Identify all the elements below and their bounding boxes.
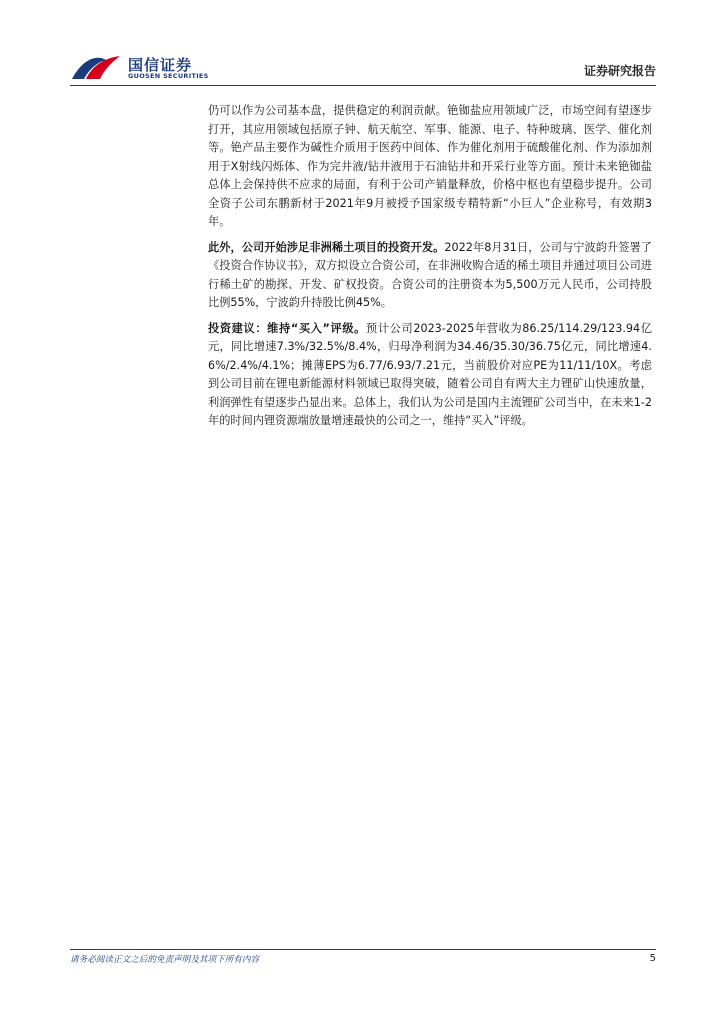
paragraph-text: 预计公司2023-2025年营收为86.25/114.29/123.94亿元，同比增速7.3%/32.5%/8.4%，归母净利润为34.46/35.30/36.75亿元，同比增速4.6%/2.4%/4.1%；摊薄EPS为6.77/6.93/7.21元，当前股价对应PE为11/11/10X。考虑到公司目前在锂电新能源材料领域已取得突破，随着公司自有两大主力锂矿山快速放量，利润弹性有望逐步凸显出来。总体上，我们认为公司是国内主流锂矿公司当中，在未来1-2年的时间内锂资源端放量增速最快的公司之一，维持“买入”评级。 — [208, 321, 652, 427]
paragraph-text: 2022年8月31日，公司与宁波韵升签署了《投资合作协议书》，双方拟设立合资公司，在非洲收购合适的稀土项目并通过项目公司进行稀土矿的勘探、开发、矿权投资。合资公司的注册资本为5,500万元人民币，公司持股比例55%，宁波韵升持股比例45%。 — [208, 240, 652, 309]
paragraph-text: 仍可以作为公司基本盘，提供稳定的利润贡献。铯铷盐应用领域广泛，市场空间有望逐步打开，其应用领域包括原子钟、航天航空、军事、能源、电子、特种玻璃、医学、催化剂等。铯产品主要作为碱性介质用于医药中间体、作为催化剂用于硫酸催化剂、作为添加剂用于X射线闪烁体、作为完井液/钻井液用于石油钻井和开采行业等方面。预计未来铯铷盐总体上会保持供不应求的局面，有利于公司产销量释放，价格中枢也有望稳步提升。公司全资子公司东鹏新材于2021年9月被授予国家级专精特新“小巨人”企业称号，有效期3年。 — [208, 104, 652, 228]
paragraph-investment-advice — [208, 320, 652, 431]
paragraph-lead: 投资建议：维持“买入”评级。 — [208, 321, 366, 335]
footer-divider — [70, 949, 656, 950]
disclaimer-note: 请务必阅读正文之后的免责声明及其项下所有内容 — [70, 955, 260, 965]
page-header — [70, 50, 656, 84]
logo-text-en: GUOSEN SECURITIES — [128, 72, 209, 80]
guosen-logo — [70, 50, 270, 84]
report-type-label: 证券研究报告 — [583, 64, 656, 78]
guosen-logo-icon — [70, 52, 124, 82]
paragraph-lead: 此外，公司开始涉足非洲稀土项目的投资开发。 — [208, 240, 445, 254]
header-divider — [70, 85, 656, 86]
paragraph-cesium-rubidium — [208, 102, 652, 232]
logo-text-cn: 国信证券 — [128, 56, 193, 74]
paragraph-rare-earth — [208, 239, 652, 313]
page-number: 5 — [649, 953, 656, 964]
report-body — [208, 102, 652, 438]
